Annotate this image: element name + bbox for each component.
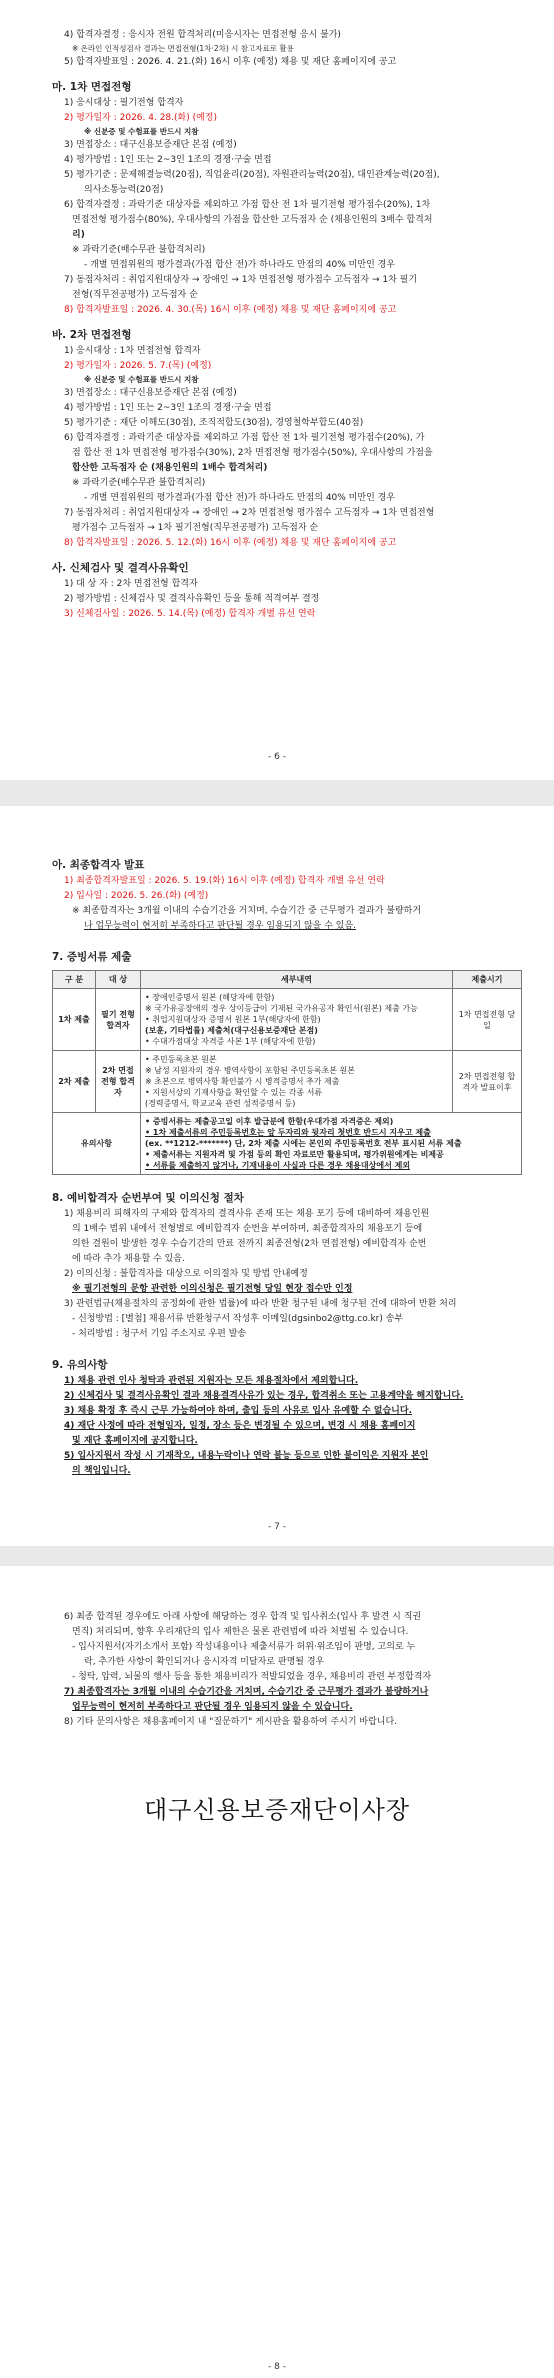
section-heading: 9. 유의사항 <box>52 1359 108 1371</box>
text-line: 2) 평가방법 : 신체검사 및 결격사유확인 등을 통해 적격여부 결정 <box>64 594 320 604</box>
document-page-8 <box>0 1566 554 2378</box>
text-line: 면접전형 평가점수(80%), 우대사항의 가점을 합산한 고득점자 순 (채용인원의 3배수 합격처 <box>72 215 433 225</box>
text-line: 1) 채용 관련 인사 청탁과 관련된 지원자는 모든 채용절차에서 제외합니다. <box>64 1376 359 1386</box>
section-heading: 아. 최종합격자 발표 <box>52 859 145 871</box>
detail-line: (보훈, 기타법률) 제출처(대구신용보증재단 본점) <box>145 1026 318 1035</box>
text-line: 4) 평가방법 : 1인 또는 2~3인 1조의 경쟁·구술 면접 <box>64 155 272 165</box>
table-cell <box>141 989 453 1051</box>
text-line: 2) 이의신청 : 불합격자를 대상으로 이의절차 및 방법 안내예정 <box>64 1269 308 1279</box>
date-line: 8) 합격자발표일 : 2026. 5. 12.(화) 16시 이후 (예정) 채용 및 재단 홈페이지에 공고 <box>64 538 397 548</box>
page-number: - 6 - <box>268 752 286 762</box>
note-line: ※ 필기전형의 문항 관련한 이의신청은 필기전형 당일 현장 접수만 인정 <box>72 1284 353 1294</box>
table-cell: 1차 제출 <box>53 989 96 1051</box>
section-heading: 마. 1차 면접전형 <box>52 81 132 93</box>
text-line: 1) 응시대상 : 1차 면접전형 합격자 <box>64 346 201 356</box>
text-line: 평가점수 고득점자 → 1차 필기전형(직무전공평가) 고득점자 순 <box>72 523 319 533</box>
issuer-signature: 대구신용보증재단이사장 <box>143 1796 411 1824</box>
text-line: 5) 합격자발표일 : 2026. 4. 21.(화) 16시 이후 (예정) 채용 및 재단 홈페이지에 공고 <box>64 57 397 67</box>
section-heading: 7. 증빙서류 제출 <box>52 951 132 963</box>
detail-line: ※ 초본으로 병역사항 확인불가 시 병적증명서 추가 제출 <box>145 1077 340 1086</box>
text-line: 3) 면접장소 : 대구신용보증재단 본점 (예정) <box>64 140 237 150</box>
table-cell <box>141 1113 522 1175</box>
text-line: 2) 신체검사 및 결격사유확인 결과 채용결격사유가 있는 경우, 합격취소 또는 고용계약을 해지합니다. <box>64 1391 464 1401</box>
text-line: 3) 면접장소 : 대구신용보증재단 본점 (예정) <box>64 388 237 398</box>
table-row <box>53 1113 522 1175</box>
text-line: 5) 입사지원서 작성 시 기재착오, 내용누락이나 연락 불능 등으로 인한 불이익은 지원자 본인 <box>64 1451 429 1461</box>
text-line: 4) 합격자결정 : 응시자 전원 합격처리(미응시자는 면접전형 응시 불가) <box>64 30 341 40</box>
document-page-6 <box>0 0 554 780</box>
table-cell: 필기 전형 합격자 <box>96 989 141 1051</box>
text-line: 4) 평가방법 : 1인 또는 2~3인 1조의 경쟁·구술 면접 <box>64 403 272 413</box>
text-line: 8) 기타 문의사항은 채용홈페이지 내 "질문하기" 게시판을 활용하여 주시기 바랍니다. <box>64 1717 398 1727</box>
text-line: 점 합산 전 1차 면접전형 평가점수(30%), 2차 면접전형 평가점수(50%), 우대사항의 가점을 <box>72 448 433 458</box>
date-line: 8) 합격자발표일 : 2026. 4. 30.(목) 16시 이후 (예정) 채용 및 재단 홈페이지에 공고 <box>64 305 397 315</box>
text-line: 3) 관련법규(채용절차의 공정화에 관한 법률)에 따라 반환 청구된 내에 청구된 건에 대하여 반환 처리 <box>64 1299 457 1309</box>
table-cell <box>141 1051 453 1113</box>
text-line: 5) 평가기준 : 재단 이해도(30점), 조직적합도(30점), 경영철학부합도(40점) <box>64 418 364 428</box>
text-line: - 개별 면접위원의 평가결과(가점 합산 전)가 하나라도 만점의 40% 미만인 경우 <box>84 260 396 270</box>
page-6-content <box>52 28 522 622</box>
text-line: 락, 추가한 사항이 확인되거나 응시자격 미달자로 판명될 경우 <box>84 1657 325 1667</box>
table-cell: 유의사항 <box>53 1113 141 1175</box>
detail-line: • 장애인증명서 원본 (해당자에 한함) <box>145 993 275 1002</box>
section-heading: 사. 신체검사 및 결격사유확인 <box>52 562 189 574</box>
detail-line: ※ 남성 지원자의 경우 병역사항이 포함된 주민등록초본 원본 <box>145 1066 355 1075</box>
table-cell: 2차 면접전형 합격자 발표이후 <box>453 1051 522 1113</box>
note-line: ※ 최종합격자는 3개월 이내의 수습기간을 거치며, 수습기간 중 근무평가 결과가 불량하거 <box>72 906 422 916</box>
detail-line: (경력증명서, 학교교육 관련 성적증명서 등) <box>145 1099 296 1108</box>
text-line: 및 재단 홈페이지에 공지합니다. <box>72 1436 198 1446</box>
text-line: - 입사지원서(자기소개서 포함) 작성내용이나 제출서류가 허위·위조임이 판명, 고의로 누 <box>72 1642 416 1652</box>
detail-line: ※ 국가유공장애의 경우 상이등급이 기재된 국가유공자 확인서(원본) 제출 가능 <box>145 1004 418 1013</box>
text-line: 6) 최종 합격된 경우에도 아래 사항에 해당하는 경우 합격 및 입사취소(입사 후 발견 시 직권 <box>64 1612 422 1622</box>
date-line: 2) 평가일자 : 2026. 4. 28.(화) (예정) <box>64 113 218 123</box>
text-line: 합산한 고득점자 순 (채용인원의 1배수 합격처리) <box>72 463 268 473</box>
detail-line: • 1차 제출서류의 주민등록번호는 앞 두자리와 뒷자리 첫번호 반드시 지우고 제출 <box>145 1128 431 1137</box>
table-cell: 2차 면접 전형 합격자 <box>96 1051 141 1113</box>
documents-table <box>52 970 522 1175</box>
section-heading: 8. 예비합격자 순번부여 및 이의신청 절차 <box>52 1192 244 1204</box>
page-number: - 8 - <box>268 2362 286 2372</box>
text-line: 7) 최종합격자는 3개월 이내의 수습기간을 거치며, 수습기간 중 근무평가 결과가 불량하거나 <box>64 1687 429 1697</box>
text-line: - 처리방법 : 청구서 기입 주소지로 우편 발송 <box>72 1329 247 1339</box>
text-line: 의 책임입니다. <box>72 1466 131 1476</box>
note-line: ※ 온라인 인적성검사 결과는 면접전형(1차·2차) 시 참고자료로 활용 <box>72 44 294 53</box>
note-line: ※ 신분증 및 수험표를 반드시 지참 <box>84 375 199 384</box>
detail-line: • 증빙서류는 제출공고일 이후 발급분에 한함(우대가점 자격증은 제외) <box>145 1117 394 1126</box>
detail-line: • 수대가점대상 자격증 사본 1부 (해당자에 한함) <box>145 1037 316 1046</box>
text-line: 전형(직무전공평가) 고득점자 순 <box>72 290 198 300</box>
text-line: 의 1배수 범위 내에서 전형별로 예비합격자 순번을 부여하며, 최종합격자의 채용포기 등에 <box>72 1224 423 1234</box>
text-line: 1) 응시대상 : 필기전형 합격자 <box>64 98 184 108</box>
date-line: 2) 입사일 : 2026. 5. 26.(화) (예정) <box>64 891 209 901</box>
detail-line: • 지원서상의 기재사항을 확인할 수 있는 각종 서류 <box>145 1088 323 1097</box>
detail-line: • 서류를 제출하지 않거나, 기재내용이 사실과 다른 경우 채용대상에서 제외 <box>145 1161 411 1170</box>
text-line: - 신청방법 : [별첨] 채용서류 반환청구서 작성후 이메일(dgsinbo2@ttg.co.kr) 송부 <box>72 1314 404 1324</box>
table-header: 제출시기 <box>453 971 522 989</box>
text-line: 의사소통능력(20점) <box>84 185 164 195</box>
text-line: 6) 합격자결정 : 과락기준 대상자를 제외하고 가점 합산 전 1차 필기전형 평가점수(20%), 가 <box>64 433 425 443</box>
text-line: 7) 동점자처리 : 취업지원대상자 → 장애인 → 1차 면접전형 평가점수 고득점자 → 1차 필기 <box>64 275 418 285</box>
text-line: 5) 평가기준 : 문제해결능력(20점), 직업윤리(20점), 자원관리능력(20점), 대인관계능력(20점), <box>64 170 440 180</box>
table-row <box>53 1051 522 1113</box>
page-7-content <box>52 848 522 1479</box>
table-row <box>53 989 522 1051</box>
text-line: - 개별 면접위원의 평가결과(가점 합산 전)가 하나라도 만점의 40% 미만인 경우 <box>84 493 396 503</box>
page-number: - 7 - <box>268 1522 286 1532</box>
table-cell: 1차 면접전형 당일 <box>453 989 522 1051</box>
text-line: 1) 채용비리 피해자의 구제와 합격자의 결격사유 존재 또는 채용 포기 등에 대비하여 채용인원 <box>64 1209 430 1219</box>
note-line: ※ 과락기준(배수무관 불합격처리) <box>72 478 206 488</box>
text-line: 리) <box>72 230 85 240</box>
table-header: 대 상 <box>96 971 141 989</box>
text-line: 의한 결원이 발생한 경우 수습기간의 만료 전까지 최종전형(2차 면접전형) 예비합격자 순번 <box>72 1239 427 1249</box>
table-header-row <box>53 971 522 989</box>
note-line: ※ 과락기준(배수무관 불합격처리) <box>72 245 206 255</box>
note-line: ※ 신분증 및 수험표를 반드시 지참 <box>84 127 199 136</box>
text-line: 업무능력이 현저히 부족하다고 판단될 경우 임용되지 않을 수 있습니다. <box>72 1702 353 1712</box>
text-line: 면직) 처리되며, 향후 우리재단의 입사 제한은 물론 관련법에 따라 처벌될 수 있습니다. <box>72 1627 409 1637</box>
section-heading: 바. 2차 면접전형 <box>52 329 132 341</box>
text-line: 3) 채용 확정 후 즉시 근무 가능하여야 하며, 출입 등의 사유로 입사 유예할 수 없습니다. <box>64 1406 412 1416</box>
table-header: 세부내역 <box>141 971 453 989</box>
detail-line: • 제출서류는 지원자격 및 가점 등의 확인 자료로만 활용되며, 평가위원에게는 비제공 <box>145 1150 444 1159</box>
table-cell: 2차 제출 <box>53 1051 96 1113</box>
page-8-content <box>52 1610 522 1730</box>
text-line: 4) 재단 사정에 따라 전형일자, 일정, 장소 등은 변경될 수 있으며, 변경 시 채용 홈페이지 <box>64 1421 416 1431</box>
table-header: 구 분 <box>53 971 96 989</box>
detail-line: • 취업지원대상자 증명서 원본 1부(해당자에 한함) <box>145 1015 321 1024</box>
date-line: 1) 최종합격자발표일 : 2026. 5. 19.(화) 16시 이후 (예정) 합격자 개별 유선 연락 <box>64 876 385 886</box>
text-line: - 청탁, 압력, 뇌물의 행사 등을 통한 채용비리가 적발되었을 경우, 채용비리 관련 부정합격자 <box>72 1672 432 1682</box>
document-page-7 <box>0 806 554 1546</box>
text-line: 7) 동점자처리 : 취업지원대상자 → 장애인 → 2차 면접전형 평가점수 고득점자 → 1차 면접전형 <box>64 508 435 518</box>
date-line: 3) 신체검사일 : 2026. 5. 14.(목) (예정) 합격자 개별 유선 연락 <box>64 609 316 619</box>
note-line: 나 업무능력이 현저히 부족하다고 판단될 경우 임용되지 않을 수 있음. <box>84 921 357 931</box>
date-line: 2) 평가일자 : 2026. 5. 7.(목) (예정) <box>64 361 212 371</box>
detail-line: • 주민등록초본 원본 <box>145 1055 217 1064</box>
text-line: 6) 합격자결정 : 과락기준 대상자를 제외하고 가점 합산 전 1차 필기전형 평가점수(20%), 1차 <box>64 200 431 210</box>
text-line: 에 따라 추가 채용할 수 있음. <box>72 1254 185 1264</box>
text-line: 1) 대 상 자 : 2차 면접전형 합격자 <box>64 579 198 589</box>
detail-line: (ex. **1212-*******) 단, 2차 제출 시에는 본인의 주민등록번호 전부 표시된 서류 제출 <box>145 1139 462 1148</box>
